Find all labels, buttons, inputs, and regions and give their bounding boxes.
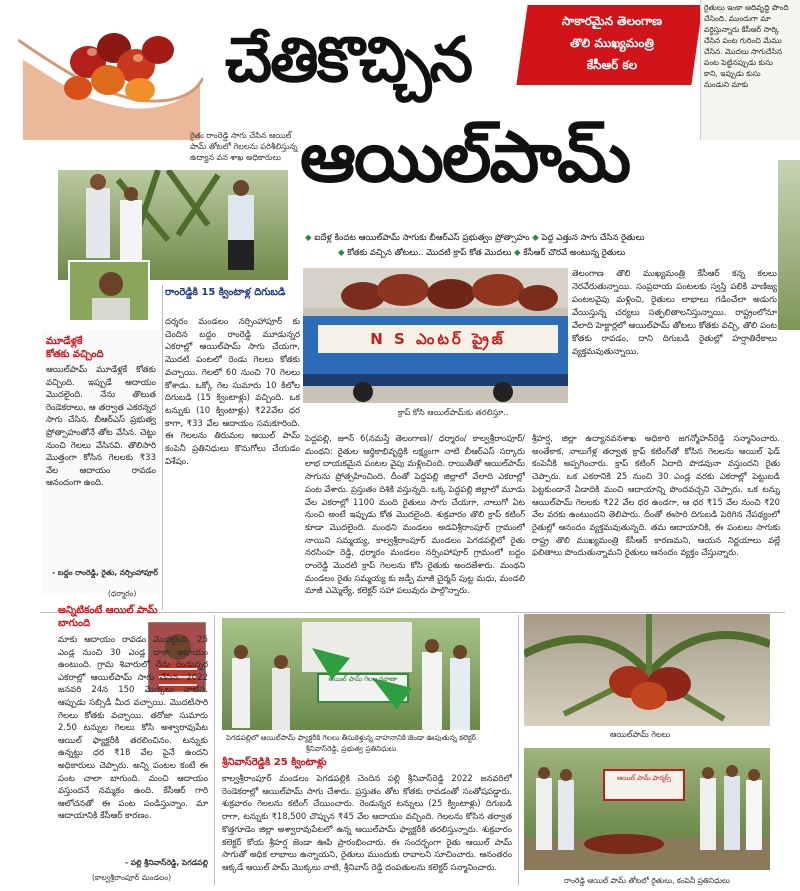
bottom-left-title-1: అన్నిటికంటే ఆయిల్ పామ్ <box>58 605 158 616</box>
group-photo-caption: రాంరెడ్డి ఆయిల్ పామ్ తోటలో రైతులు, కంపెనీ ప్రతినిధులు <box>564 876 730 885</box>
divider <box>214 615 215 885</box>
truck-caption: క్రాప్ కోసి ఆయిల్‌పామ్‌కు తరలిస్తూ.. <box>398 408 509 417</box>
left-farmer-text: ఆయిల్‌పామ్ మూడేళ్లకే కోతకు వచ్చింది. ఇప్పుడే ఆదాయం మొదలైంది. నేను తొలుత రెండెకరాలు, ఆ తర్వాత ఎకరన్నర సాగు చేసిన. బీఆర్ఎస్ ప్రభుత్వ ప్రోత్సాహంతోనే తోట వేసిన. చెట్టు నుంచి గెలలు వేసినవి. తొలిసారి మొత్తంగా కోసిన గెలలకు ₹33 వేల ఆదాయం రావడం ఆనందంగా ఉంది. <box>46 365 156 489</box>
group-photo-banner: ఆయిల్ పామ్ ఫార్మర్స్ <box>617 774 671 782</box>
srinivas-text: కాల్వశ్రీరాంపూర్ మండలం పెగడపల్లికి చెందిన పల్లి శ్రీనివాస్‌రెడ్డి 2022 జనవరిలో రెండెకరాల్లో ఆయిల్‌పామ్ సాగు చేశారు. ప్రస్తుతం తోట కోతకు రావడంతో సంతోషపడ్డారు. శుక్రవారం గెలలను కటింగ్ చేయించారు. రెండున్నర టన్నులు (25 క్వింటాళ్లు) దిగుబడి రాగా, టన్నుకు ₹18,500 చొప్పున ₹45 వేల ఆదాయం వచ్చింది. గెలలను కోసిన తర్వాత కొత్తగూడెం జిల్లా అశ్వారావుపేటలో ఉన్న ఆయిల్‌పామ్ ఫ్యాక్టరీకి తరలిస్తున్నారు. శుక్రవారం కలెక్టర్ కోయ శ్రీహర్ష జెండా ఊపి ప్రారంభించారు. ఈ సందర్భంగా రైతు ఆయిల్ పామ్ సాగుతో అధిక లాభాలు ఉన్నాయని, రైతులు ముందుకు రావాలని సూచించారు. ఆనంతరం ఆక్కడే ఆయిల్ పామ్ మొక్కలు నాటి, శ్రీనివాస్ రెడ్డి దంపతులను కలెక్టర్ సన్మానించారు. <box>222 773 512 872</box>
sidebar-line: కాని, ఇప్పుడు కుసు <box>704 69 761 78</box>
main-story-col2: శ్రీహర్ష, జిల్లా ఉద్యానవనశాఖ అధికారి జగన్మోహన్‌రెడ్డి సన్మానించారు. అంతేకాక, నాలుగేళ్ల తర్వాత క్రాప్ కటింగ్‌తో కోసిన గెలలను ఆయిల్ ఫెడ్ కంపెనీకి అప్పగించారు. క్రాప్ కటింగ్ ఏదాది పొడవునా వస్తుందని రైతు చెప్పారు. ఒక ఎకరానికి 25 నుంచి 30 ఎండ్ల వరకు ఎకరాల్లో పెట్టుబడి పెట్టకుండానే ఏడాదికి మంచి ఆదాయాన్ని పొందవచ్చని చెప్పారు. ఒక టన్ను ఆయిల్‌పామ్ గెలలకు ₹22 వేల ధర ఉండగా, ఆ ధర ₹15 వేల నుంచి ₹20 వేల వరకు ఉంటుందని తెలిపారు. దీంతో ఈసారి దిగుబడి పెరిగిన నేపథ్యంలో రైతుల్లో ఆనందం వ్యక్తమవుతున్నది. తమ ఆదాయానికి, ఈ పంటలు సాగుకు రాష్ట్ర తొలి ముఖ్యమంత్రి కేసీఆర్ కారణమని, ఆయన నిర్ణయాలు వల్లే ఫలితాలు పొందుతున్నామని రైతులు ఆనందం వ్యక్తం చేస్తున్నారు. <box>532 433 780 558</box>
sidebar-line: చేసిన పంట గురించి మేము <box>704 36 782 45</box>
sidebar-line: రైతులు ఇంకా ఆదివృద్ధి పొంది <box>704 3 789 12</box>
truck-sign: N S ఎంటర్ ప్రైజ్ <box>318 325 558 353</box>
highlight-2a: కోతకు వచ్చిన తోటలు.. మొదటి క్రాప్ కోత మొదలు <box>347 248 512 258</box>
oil-palm-bunch-photo <box>524 614 770 726</box>
headline-title-line2: ఆయిల్‌పామ్ <box>300 116 630 198</box>
bottom-left-title-2: బాగుంది <box>58 618 91 629</box>
left-farmer-place: (ధర్మారం) <box>108 589 137 598</box>
bullet-icon: ◆ <box>338 248 345 258</box>
main-story-col1: పెద్దపల్లి, జూన్ 6(నమస్తే తెలంగాణ)/ ధర్మారం/ కాల్వశ్రీరాంపూర్/ మంథని: రైతుల ఆర్థికాభివృద్ధికి లక్ష్యంగా నాటి బీఆర్ఎస్ సర్కారు లాభ దాయకమైన పంటల వైపు మళ్లించింది. రాయితీతో ఆయిల్‌పామ్ సాగును ప్రోత్సహించింది. దీంతో పెద్దపల్లి జిల్లాలో వేలాది ఎకరాల్లో పంట వేశారు. ప్రస్తుతం దిశికి వస్తున్నది. ఒక్క పెద్దపల్లి జిల్లాలో మూడు వేల ఎకరాల్లో 1100 మంది రైతులు సాగు చేయగా, నాలుగో ఏట నుంచి అంటే ఇప్పుడు కోత మొదలైంది. శుక్రవారం తొలి క్రాప్ కటింగ్ కూడా మొదలైంది. మంథని మండలం అడవిశ్రీరాంపూర్ గ్రామంలో నాయిని సమ్మయ్య, కాల్వశ్రీరాంపూర్ మండలం పెగడపల్లిలో రైతు నరసింహ రెడ్డి, ధర్మారం మండలం నర్సింహాపూర్ గ్రామంలో బద్దం రాంరెడ్డి మొదటి క్రాప్ గెలలను కోసి రైతుకు అందజేశారు. మంథని మండలం రైతు సమ్మయ్య కు జడ్పీ మాజీ చైర్మన్ పుట్ట మధు, మండలి మాజీ ఎమ్మెల్యే, కలెక్టర్ సహా పలువురు పాల్గొన్నారు. <box>305 433 525 596</box>
right-edge-photo <box>778 160 800 330</box>
highlight-1a: ఐదేళ్ల కిందట ఆయిల్‌పామ్ సాగుకు బీఆర్ఎస్ ప్రభుత్వం ప్రోత్సాహం <box>314 233 530 243</box>
divider <box>518 615 519 885</box>
ramreddy-text: దర్శరం మండలం నర్సింహాపూర్ కు చెందిన బద్దం రాంరెడ్డి మూడున్నర ఎకరాల్లో ఆయిల్‌పామ్ సాగు చేయగా, మొదటి పంటలో రెండు గెలలు కోతకు వచ్చాయి. గెలలో 60 నుంచి 70 గెలలు కోశాడు. ఒక్కో గెల సుమారు 10 కిలోల దిగుబడి (15 క్వింటాళ్లు) వచ్చింది. ఒక టన్నుకు (10 క్వింటాళ్లు) ₹22వేల ధర కాగా, ₹33 వేల ఆదాయం సమకూరింది. ఈ గెలలను తిరుమల ఆయిల్ పామ్ కంపెనీ ప్రతినిధులు కొనుగోలు చేయడం విశేషం. <box>165 317 300 467</box>
highlight-1b: పెద్ద ఎత్తున సాగు చేసిన రైతులు <box>541 233 645 243</box>
highlight-row-1 <box>305 233 800 245</box>
highlight-row-2 <box>338 248 798 260</box>
bullet-icon: ◆ <box>532 233 539 243</box>
hand-fruit-photo <box>18 0 203 140</box>
bullet-icon: ◆ <box>514 248 521 258</box>
divider <box>162 285 163 610</box>
banner-line2: తొలి ముఖ్యమంత్రి <box>570 36 654 50</box>
group-photo <box>524 748 770 870</box>
top-right-sidebar <box>700 0 800 140</box>
sidebar-line: వర్ధిస్తున్నారు కేసీఆర్ సార్కి <box>704 25 780 34</box>
farmer-portrait <box>68 260 150 322</box>
bunch-photo-caption: ఆయిల్‌పామ్ గెలలు <box>610 730 671 739</box>
flag-photo-caption-1: పెగడపల్లిలో ఆయిల్‌పామ్ ఫ్యాక్టరీకి గెలలు తీసుకెళ్తున్న వాహనానికి జెండా ఊపుతున్న కలెక్టర్ <box>225 733 477 742</box>
flag-off-photo <box>222 618 480 730</box>
headline-title-line1: చేతికొచ్చిన <box>225 23 471 96</box>
sidebar-line: పంట పెట్టినప్పుడు కుసు <box>704 58 773 67</box>
sidebar-line: చేసిన. మొదలు సాగుచేసిన <box>704 47 783 56</box>
flag-photo-caption-2: శ్రీనివాస్‌రెడ్డి, ప్రభుత్వ ప్రతినిధులు <box>305 744 397 753</box>
sidebar-line: చేసింది. ముందుగా మా <box>704 14 771 23</box>
ramreddy-title: రాంరెడ్డికి 15 క్వింటాళ్ల దిగుబడి <box>165 287 286 298</box>
highlight-2b: కేసీఆర్ చొరవే అంటున్న రైతులు <box>523 248 626 258</box>
left-farmer-title-2: కోతకు వచ్చింది <box>46 349 104 360</box>
top-photo-caption: రైతు రాంరెడ్డి సాగు చేసిన ఆయిల్ పామ్ తోటలో గెలలను పరిశీలిస్తున్న ఉద్యాన వన శాఖ అధికారులు <box>190 131 298 162</box>
sidebar-line: నుండుని మాకు <box>704 80 749 89</box>
flag-photo-banner: ఆయిల్ పామ్ గెలల రవాణా <box>328 675 398 683</box>
bottom-left-text: మాకు ఆదాయం రావడం మొదలైంది. 25 ఎండ్ల నుంచి 30 ఎండ్ల దాకా ఆదాయం ఉంటుంది. గ్రామ శివారులో నేను రెండున్నర ఎకరాల్లో ఆయిల్‌పామ్ సాగు చేసిన. 2022 జనవరి 24న 150 మొక్కలు నాటిన. ఆప్పుడు సబ్సిడీ మీద వచ్చాయి. మొదటిసారి గెలలు కోతకు వచ్చాయి. తరోజా సుమారు 2.50 టన్నుల గెలలు కోసి అశ్వారావుపేట ఆయిల్ ఫ్యాక్టరీకి తరలించినం. టన్నుకు ఉన్నట్టు ధర ₹18 వేల పైనే ఉందని అధికారులు చెప్పారు. అన్ని పంటల కంటే ఈ పంట చాలా బాగుంది. మంచి ఆదాయం వస్తుందనే నమ్మకం ఉంది. కేసీఆర్ గారి ఆలోచనతో ఈ పంట పండిస్తున్నాం. మా ఆదాయానికి కేసీఆర్ కారణం. <box>58 635 208 822</box>
bullet-icon: ◆ <box>305 233 312 243</box>
srinivas-title: శ్రీనివాస్‌రెడ్డికి 25 క్వింటాళ్లు <box>222 757 327 768</box>
bottom-left-place: (కాల్వశ్రీరాంపూర్ మండలం) <box>92 873 172 882</box>
banner-text <box>532 10 692 76</box>
bottom-left-signature: - పల్లి శ్రీనివాస్‌రెడ్డి, పెగడపల్లి <box>125 858 208 867</box>
right-intro-text: తెలంగాణ తొలి ముఖ్యమంత్రి కేసీఆర్ కన్న కలలు నెరవేరుతున్నాయి. సంప్రదాయ పంటలకు స్వస్తి పలికి వాణిజ్య పంటలవైపు మళ్లించి, రైతులు లాభాలు గడించేలా అడుగు వేయిస్తున్న చర్యలు సత్ఫలితాలనిస్తున్నాయి. రాష్ట్రంలోనూ వేలాది హెక్టార్లలో ఆయిల్‌పామ్ తోటలు కోతకు వచ్చి, తొలి పంట కోతకు రావడం, దాని దిగుబడి రైతుల్లో హర్షాతిరేకాలు వ్యక్తమవుతున్నాయి. <box>572 269 777 357</box>
banner-line1: సాకారమైన తెలంగాణ <box>561 14 663 28</box>
banner-line3: కేసీఆర్ కల <box>586 58 638 72</box>
left-farmer-title-1: మూడేళ్లకే <box>46 336 83 347</box>
left-farmer-signature: - బద్దం రాంరెడ్డి, రైతు, నర్సింహాపూర్ <box>52 568 158 577</box>
